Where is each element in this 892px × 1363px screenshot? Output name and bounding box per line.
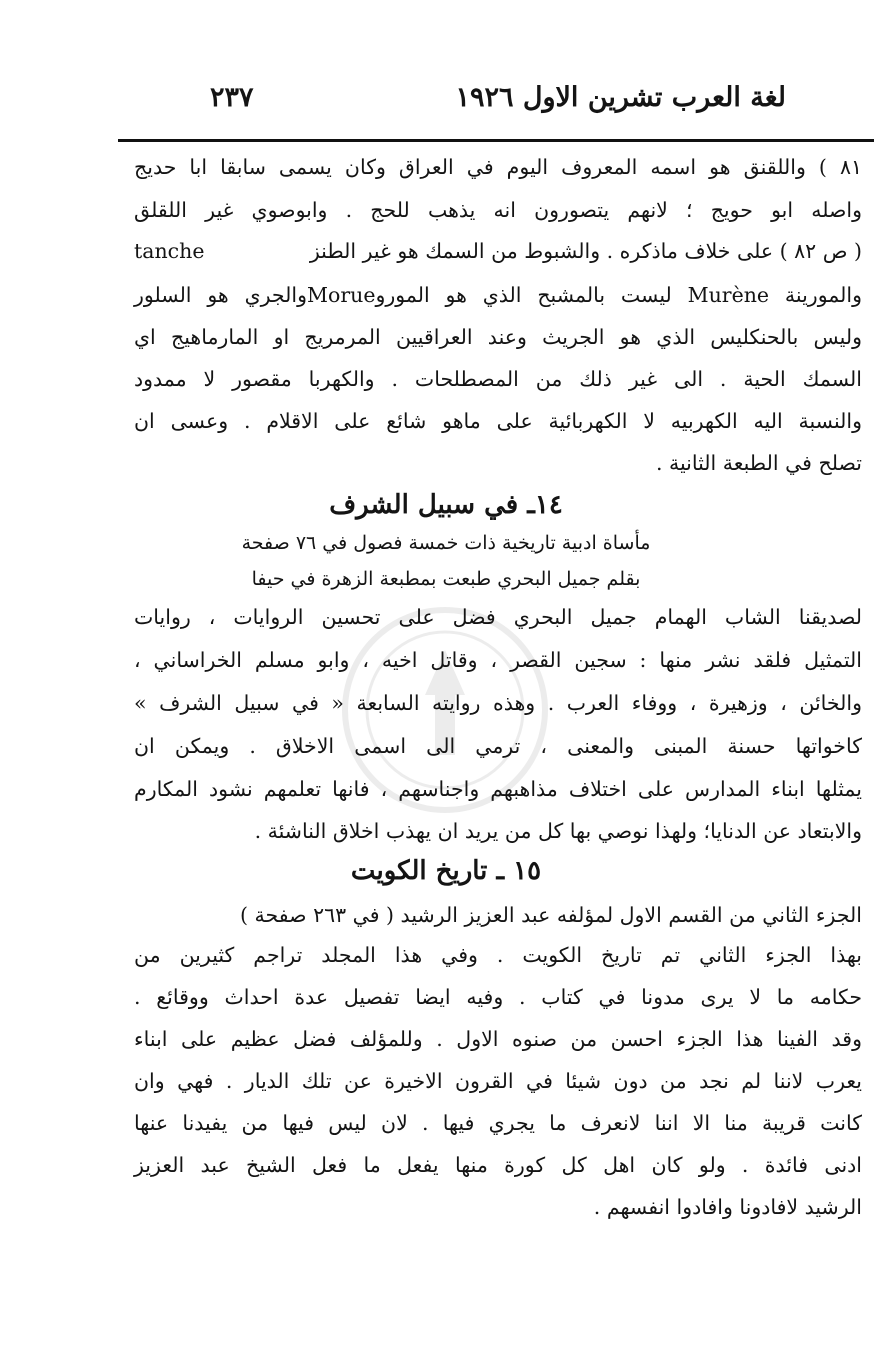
text-line: يعرب لاننا لم نجد من دون شيئا في القرون الاخيرة عن تلك الديار . فهي وان [134,1069,862,1093]
text-line: تصلح في الطبعة الثانية . [655,451,862,475]
text-line: كاخواتها حسنة المبنى والمعنى ، ترمي الى اسمى الاخلاق . ويمكن ان [134,734,862,758]
text-line: بهذا الجزء الثاني تم تاريخ الكويت . وفي هذا المجلد تراجم كثيرين من [134,943,862,967]
header-rule [118,139,874,142]
text-line: التمثيل فلقد نشر منها : سجين القصر ، وقاتل اخيه ، وابو مسلم الخراساني ، [134,648,862,672]
section-15-subtitle: الجزء الثاني من القسم الاول لمؤلفه عبد العزيز الرشيد ( في ٢٦٣ صفحة ) [240,903,862,927]
text-line-segment: ( ص ٨٢ ) على خلاف ماذكره . والشبوط من السمك هو غير الطنز [309,239,862,263]
text-line: ٨١ ) واللقنق هو اسمه المعروف اليوم في العراق وكان يسمى سابقا ابا حديج [134,155,862,179]
section-14-author-line: بقلم جميل البحري طبعت بمطبعة الزهرة في حيفا [251,568,641,590]
text-line: يمثلها ابناء المدارس على اختلاف مذاهبهم واجناسهم ، فانها تعلمهم نشود المكارم [134,777,862,801]
text-line: الرشيد لافادونا وافادوا انفسهم . [593,1195,862,1219]
text-line: السمك الحية . الى غير ذلك من المصطلحات . والكهربا مقصور لا ممدود [134,367,862,391]
latin-word: tanche [134,239,205,263]
text-line: والخائن ، وزهيرة ، ووفاء العرب . وهذه روايته السابعة « في سبيل الشرف » [134,691,862,715]
text-line: لصديقنا الشاب الهمام جميل البحري فضل على تحسين الروايات ، روايات [134,605,862,629]
text-line: حكامه ما لا يرى مدونا في كتاب . وفيه ايضا تفصيل عدة احداث ووقائع . [134,985,862,1009]
text-line: والابتعاد عن الدنايا؛ ولهذا نوصي بها كل من يريد ان يهذب اخلاق الناشئة . [254,819,862,843]
journal-title: لغة العرب تشرين الاول ١٩٢٦ [455,82,786,113]
text-line: والنسبة اليه الكهربيه لا الكهربائية على ماهو شائع على الاقلام . وعسى ان [134,409,862,433]
text-line: كانت قريبة منا الا اننا لانعرف ما يجري فيها . لان ليس فيها من يفيدنا عنها [134,1111,862,1135]
page-header [118,82,786,130]
text-line: وليس بالحنكليس الذي هو الجريث وعند العراقيين المرمريج او المارماهيج اي [134,325,862,349]
text-line: ادنى فائدة . ولو كان اهل كل كورة منها يفعل ما فعل الشيخ عبد العزيز [134,1153,862,1177]
section-14-title: ١٤ـ في سبيل الشرف [329,490,563,520]
text-line: واصله ابو حويج ؛ لانهم يتصورون انه يذهب للحج . وابوصوي غير اللقلق [134,198,862,222]
text-line: والمورينة Murène ليست بالمشبح الذي هو الموروMorueوالجري هو السلور [134,283,862,307]
text-line: وقد الفينا هذا الجزء احسن من صنوه الاول . وللمؤلف فضل عظيم على ابناء [134,1027,862,1051]
text-line [134,236,862,266]
section-15-title: ١٥ ـ تاريخ الكويت [350,856,542,886]
section-14-subtitle: مأساة ادبية تاريخية ذات خمسة فصول في ٧٦ صفحة [241,532,651,554]
page-number: ٢٣٧ [210,82,254,113]
